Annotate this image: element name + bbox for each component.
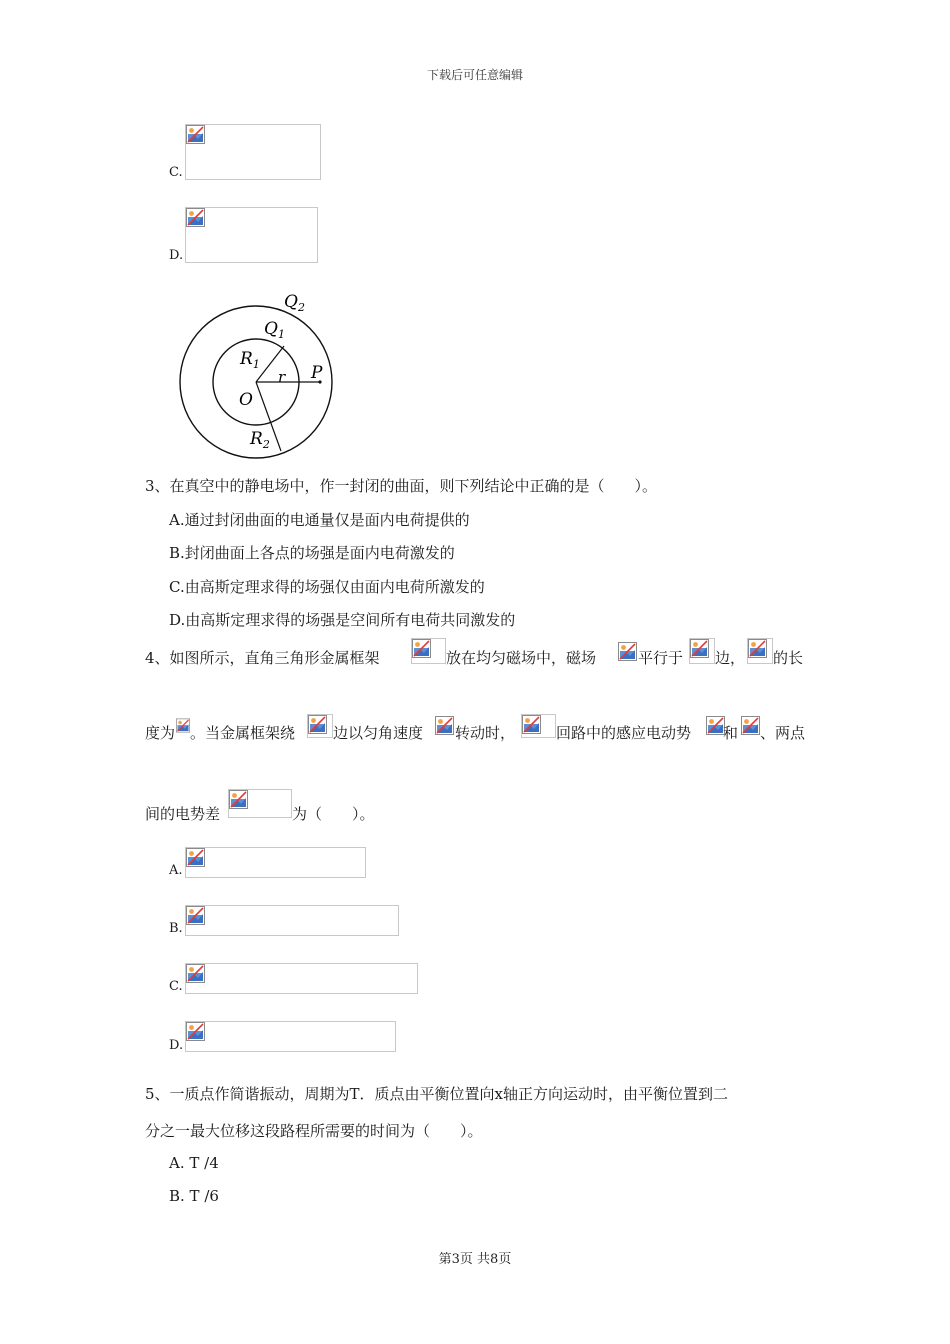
label-r2: $R_2$ xyxy=(250,429,270,451)
question-4-option-a-image xyxy=(185,847,366,878)
question-4-option-d-letter: D. xyxy=(169,1038,184,1053)
broken-image-icon xyxy=(741,716,760,735)
broken-image-icon xyxy=(186,125,205,144)
inline-formula-image xyxy=(689,638,715,664)
broken-image-icon xyxy=(229,790,248,809)
broken-image-icon xyxy=(522,715,541,734)
question-3-option-a: A.通过封闭曲面的电通量仅是面内电荷提供的 xyxy=(169,511,470,529)
option-d-letter: D. xyxy=(169,248,184,263)
option-c-letter: C. xyxy=(169,165,183,180)
inline-formula-image xyxy=(747,638,773,664)
option-d-image xyxy=(185,207,318,263)
label-r: r xyxy=(278,368,286,386)
label-q2: $Q_2$ xyxy=(284,292,305,314)
page-header: 下载后可任意编辑 xyxy=(426,68,523,82)
broken-image-icon xyxy=(176,716,190,735)
question-3-option-d: D.由高斯定理求得的场强是空间所有电荷共同激发的 xyxy=(169,611,516,629)
question-4-text: 回路中的感应电动势 xyxy=(556,724,692,742)
broken-image-icon xyxy=(186,208,205,227)
question-4-text: 间的电势差 xyxy=(145,805,221,823)
broken-image-icon xyxy=(435,716,454,735)
page-footer: 第3页 共8页 xyxy=(438,1252,512,1267)
inline-formula-image xyxy=(307,714,333,738)
inline-formula-image xyxy=(411,638,446,664)
question-4-option-a-letter: A. xyxy=(169,863,183,878)
question-4-text: 度为 xyxy=(145,724,176,742)
question-4-text: 、两点 xyxy=(760,724,806,742)
question-4-text: 边以匀角速度 xyxy=(333,724,424,742)
question-3-stem: 3、在真空中的静电场中，作一封闭的曲面，则下列结论中正确的是（ ）。 xyxy=(145,477,658,495)
broken-image-icon xyxy=(412,639,431,658)
inline-formula-image xyxy=(228,789,292,818)
question-4-text: 转动时， xyxy=(455,724,516,742)
question-5-option-a: A. T /4 xyxy=(169,1154,219,1172)
broken-image-icon xyxy=(186,964,205,983)
question-4-text: 平行于 xyxy=(638,649,684,667)
broken-image-icon xyxy=(186,848,205,867)
question-4-text: 放在均匀磁场中，磁场 xyxy=(446,649,597,667)
question-4-option-c-image xyxy=(185,963,418,994)
question-4-text: 边， xyxy=(715,649,746,667)
label-q1: $Q_1$ xyxy=(264,319,285,341)
question-3-option-b: B.封闭曲面上各点的场强是面内电荷激发的 xyxy=(169,544,455,562)
question-3-option-c: C.由高斯定理求得的场强仅由面内电荷所激发的 xyxy=(169,578,485,596)
label-r1: $R_1$ xyxy=(240,349,260,371)
option-c-image xyxy=(185,124,321,180)
label-p: P xyxy=(311,363,323,383)
question-4-text: 4、如图所示，直角三角形金属框架 xyxy=(145,649,380,667)
question-4-text: 的长 xyxy=(773,649,804,667)
question-4-option-b-image xyxy=(185,905,399,936)
broken-image-icon xyxy=(308,715,327,734)
broken-image-icon xyxy=(186,906,205,925)
concentric-spheres-diagram xyxy=(170,285,345,465)
label-o: O xyxy=(239,390,253,410)
question-5-stem-line2: 分之一最大位移这段路程所需要的时间为（ ）。 xyxy=(145,1122,483,1140)
broken-image-icon xyxy=(690,639,709,658)
question-4-option-b-letter: B. xyxy=(169,921,183,936)
broken-image-icon xyxy=(618,642,637,661)
broken-image-icon xyxy=(748,639,767,658)
inline-formula-image xyxy=(521,714,556,738)
question-4-text: 。当金属框架绕 xyxy=(190,724,296,742)
question-5-stem-line1: 5、一质点作简谐振动，周期为T．质点由平衡位置向x轴正方向运动时，由平衡位置到二 xyxy=(145,1085,729,1103)
question-4-option-c-letter: C. xyxy=(169,979,183,994)
question-4-text: 为（ ）。 xyxy=(292,805,375,823)
question-4-text: 和 xyxy=(723,724,739,742)
broken-image-icon xyxy=(186,1022,205,1041)
question-4-option-d-image xyxy=(185,1021,396,1052)
question-5-option-b: B. T /6 xyxy=(169,1187,219,1205)
